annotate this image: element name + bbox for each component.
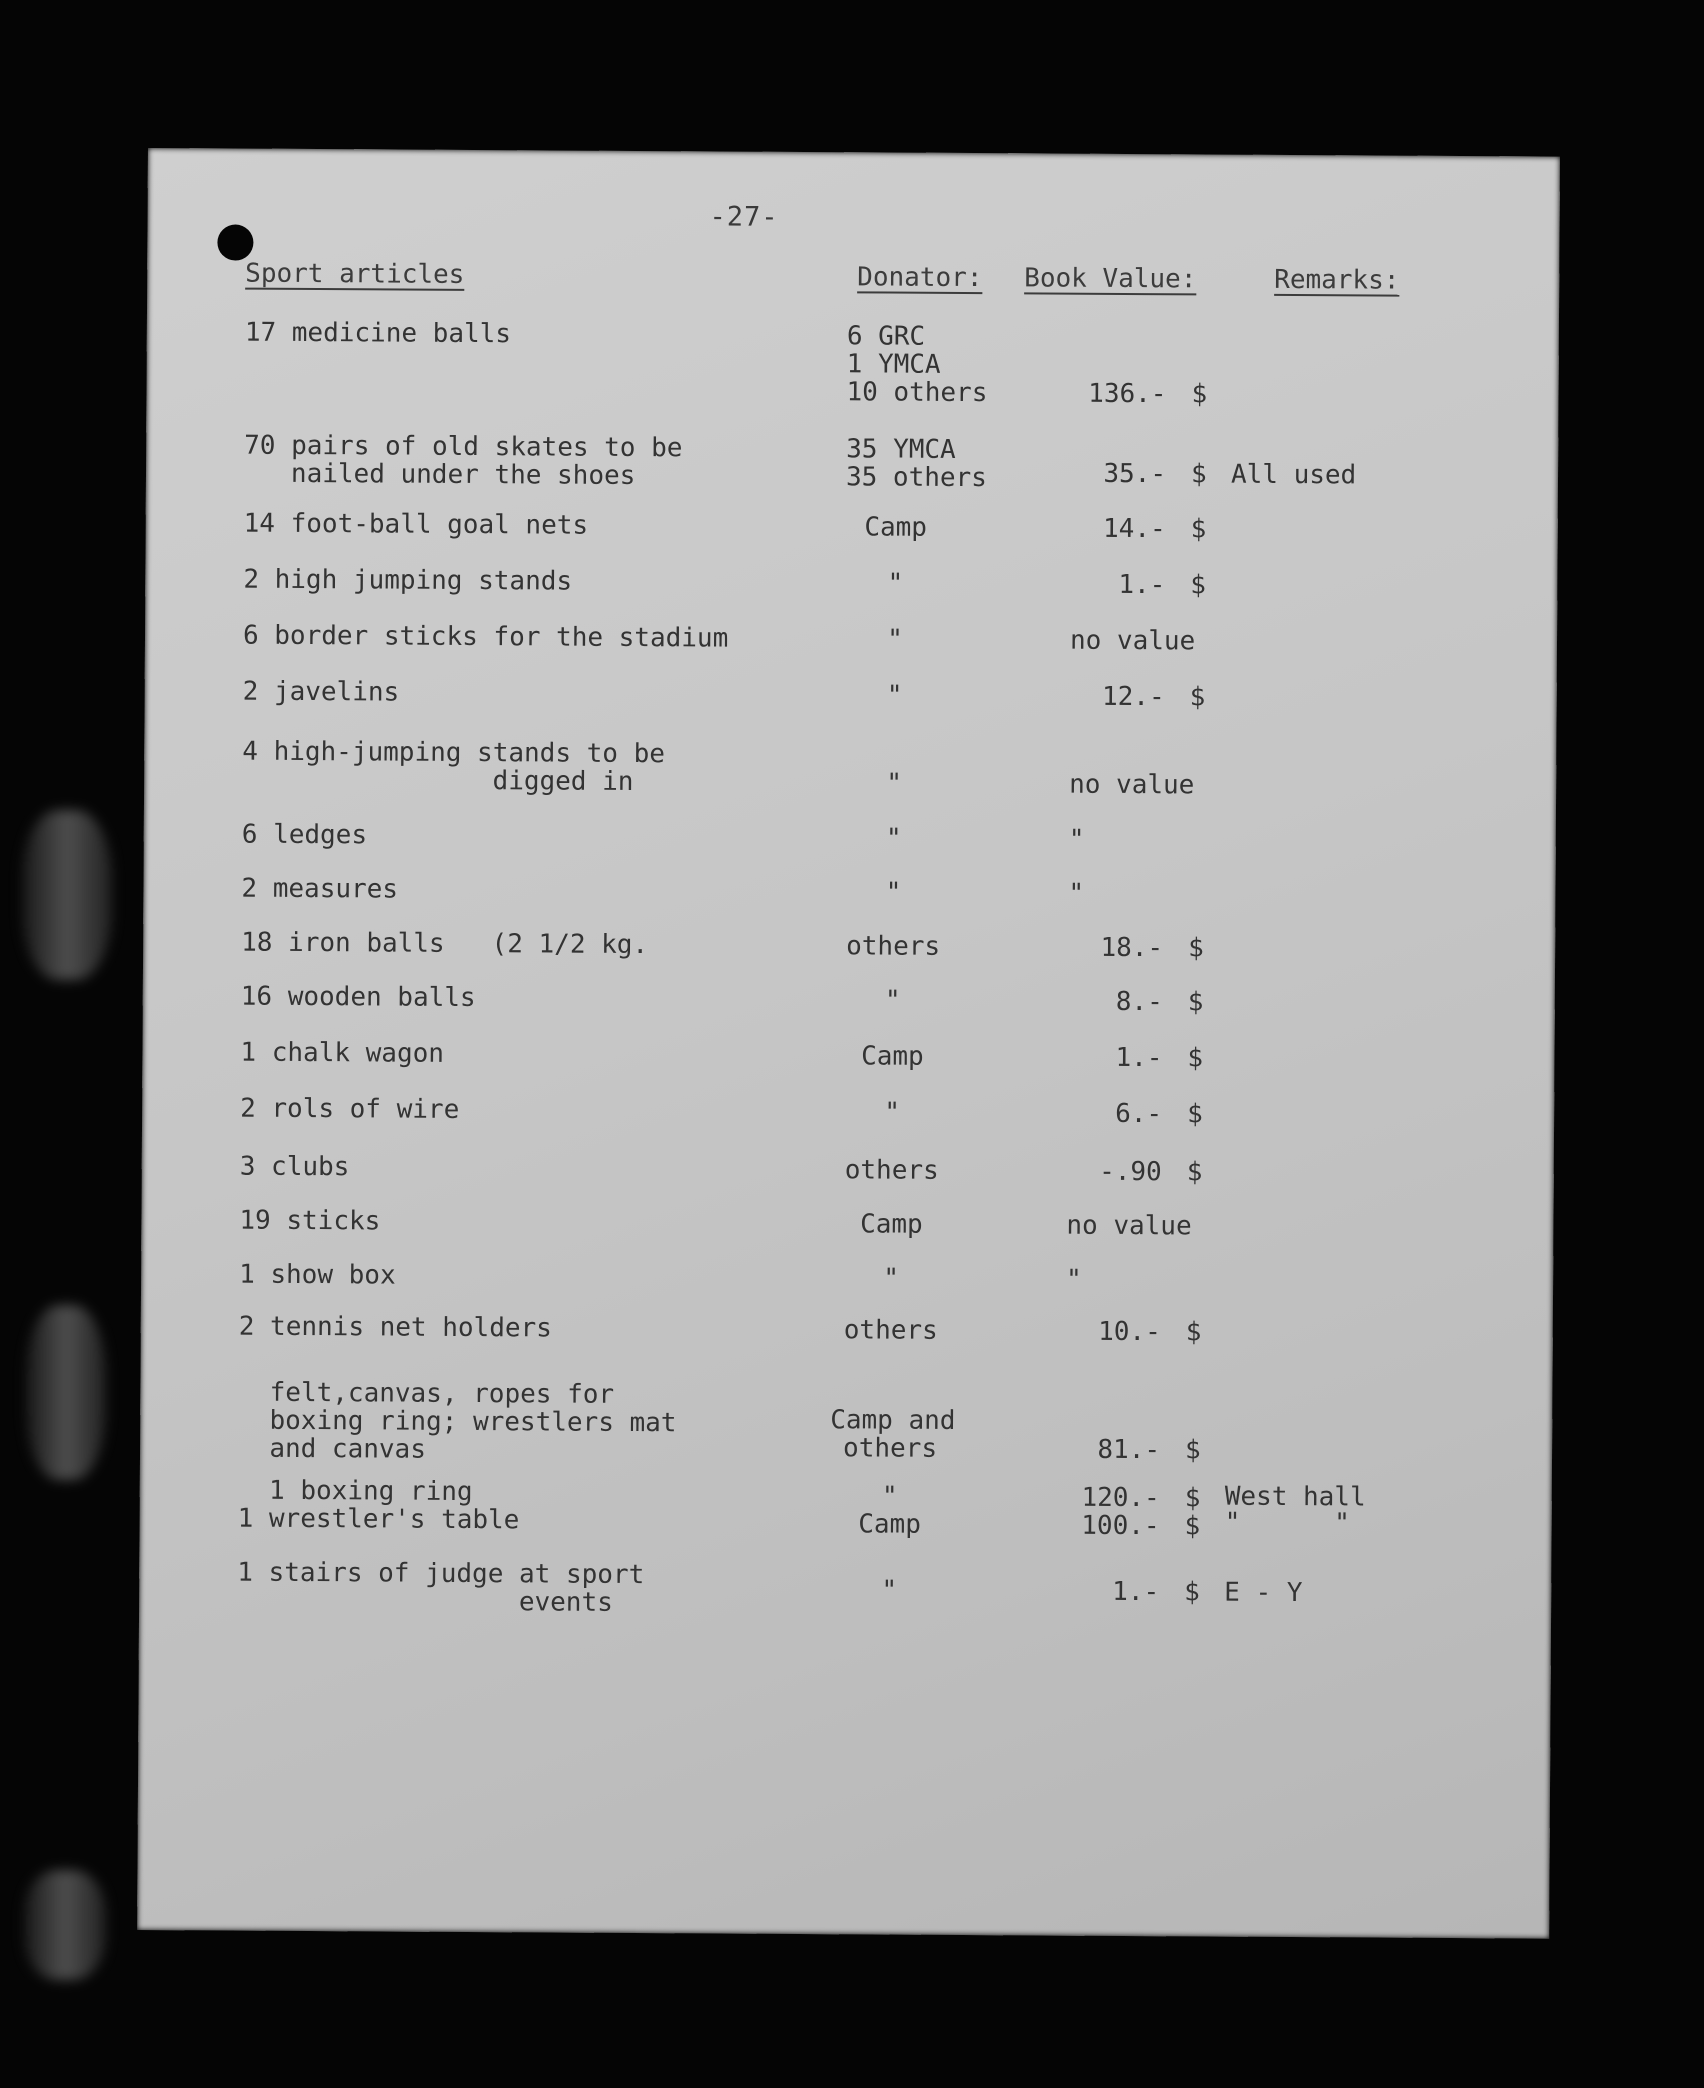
- row-book-value: 1.-: [1115, 1042, 1163, 1074]
- row-book-value: ": [1068, 878, 1085, 909]
- scan-artifact: [24, 1870, 106, 1980]
- row-remark: All used: [1230, 459, 1357, 491]
- row-book-value: 1.-: [1118, 569, 1166, 601]
- row-item: 14 foot-ball goal nets: [243, 508, 589, 541]
- row-donator: 35 YMCA 35 others: [845, 434, 987, 494]
- row-currency: $: [1190, 570, 1207, 601]
- page-number: -27-: [709, 201, 779, 233]
- row-book-value: no value: [1066, 1210, 1192, 1242]
- row-item: 19 sticks: [239, 1205, 381, 1237]
- row-donator: ": [887, 568, 904, 599]
- row-donator: Camp: [860, 1209, 923, 1240]
- header-donator: Donator:: [857, 262, 983, 294]
- row-item: felt,canvas, ropes for boxing ring; wrestlers mat and canvas: [237, 1377, 677, 1465]
- row-item: 1 boxing ring: [237, 1475, 473, 1508]
- row-donator: ": [885, 823, 902, 854]
- row-book-value: ": [1066, 1264, 1082, 1295]
- row-currency: $: [1191, 379, 1208, 410]
- row-donator: 6 GRC 1 YMCA 10 others: [846, 321, 988, 409]
- row-currency: $: [1184, 1435, 1201, 1466]
- row-remark: E - Y: [1224, 1577, 1303, 1609]
- row-donator: others: [844, 1155, 939, 1186]
- row-remark: West hall: [1224, 1481, 1366, 1513]
- row-item: 17 medicine balls: [244, 317, 512, 350]
- row-currency: $: [1184, 1511, 1201, 1542]
- row-item: 1 chalk wagon: [240, 1037, 445, 1069]
- row-book-value: 1.-: [1112, 1576, 1160, 1608]
- row-item: 2 rols of wire: [240, 1093, 460, 1125]
- row-donator: others: [843, 1315, 938, 1346]
- header-book-value: Book Value:: [1024, 263, 1197, 295]
- document-page: [137, 148, 1560, 1939]
- row-remark: " ": [1224, 1507, 1350, 1539]
- header-remarks: Remarks:: [1274, 264, 1400, 296]
- row-book-value: 6.-: [1115, 1098, 1163, 1130]
- row-book-value: 14.-: [1102, 513, 1166, 545]
- row-book-value: 81.-: [1097, 1434, 1161, 1466]
- header-sport-articles: Sport articles: [245, 258, 465, 290]
- row-item: 1 show box: [239, 1259, 396, 1291]
- row-donator: Camp: [864, 512, 928, 543]
- row-book-value: no value: [1069, 769, 1195, 801]
- row-item: 2 measures: [241, 873, 399, 905]
- row-donator: ": [881, 1575, 898, 1606]
- row-item: 1 stairs of judge at sport events: [237, 1557, 645, 1618]
- row-book-value: 8.-: [1115, 986, 1163, 1018]
- scan-artifact: [22, 810, 112, 980]
- row-item: 2 tennis net holders: [238, 1311, 552, 1344]
- row-book-value: no value: [1069, 625, 1196, 657]
- row-book-value: 35.-: [1103, 458, 1167, 490]
- row-currency: $: [1187, 1043, 1204, 1074]
- row-donator: ": [884, 1097, 901, 1128]
- row-item: 2 javelins: [242, 676, 400, 708]
- row-currency: $: [1187, 1099, 1203, 1130]
- row-currency: $: [1190, 514, 1207, 545]
- row-donator: ": [886, 680, 903, 711]
- row-book-value: 100.-: [1081, 1510, 1160, 1542]
- row-item: 2 high jumping stands: [243, 564, 573, 597]
- row-item: 70 pairs of old skates to be nailed under the shoes: [243, 430, 683, 491]
- row-currency: $: [1188, 933, 1204, 964]
- row-item: 4 high-jumping stands to be digged in: [242, 736, 666, 797]
- row-donator: Camp: [861, 1041, 924, 1072]
- row-currency: $: [1189, 682, 1206, 713]
- row-book-value: 12.-: [1101, 681, 1165, 713]
- row-item: 1 wrestler's table: [237, 1503, 520, 1536]
- row-donator: Camp: [858, 1509, 922, 1540]
- scan-artifact: [26, 1305, 106, 1480]
- row-book-value: ": [1068, 824, 1085, 855]
- row-book-value: 120.-: [1081, 1482, 1160, 1514]
- row-item: 6 ledges: [241, 819, 368, 851]
- row-item: 16 wooden balls: [240, 981, 476, 1014]
- row-book-value: 18.-: [1100, 932, 1164, 964]
- row-currency: $: [1184, 1577, 1200, 1608]
- row-currency: $: [1184, 1483, 1201, 1514]
- row-currency: $: [1190, 459, 1207, 490]
- row-item: 6 border sticks for the stadium: [242, 620, 729, 654]
- row-book-value: -.90: [1099, 1156, 1162, 1188]
- row-donator: ": [886, 768, 903, 799]
- row-donator: ": [884, 985, 901, 1016]
- row-donator: ": [885, 877, 902, 908]
- row-book-value: 10.-: [1098, 1316, 1161, 1348]
- punch-hole: [217, 224, 253, 260]
- row-donator: ": [883, 1263, 900, 1294]
- row-currency: $: [1187, 987, 1204, 1018]
- row-donator: ": [881, 1481, 898, 1512]
- row-currency: $: [1185, 1317, 1202, 1348]
- row-donator: others: [846, 931, 941, 962]
- row-book-value: 136.-: [1088, 378, 1167, 410]
- row-donator: ": [887, 624, 903, 655]
- row-donator: Camp and others: [830, 1405, 956, 1464]
- row-currency: $: [1186, 1157, 1203, 1188]
- row-item: 18 iron balls (2 1/2 kg.: [241, 927, 649, 961]
- row-item: 3 clubs: [239, 1151, 350, 1183]
